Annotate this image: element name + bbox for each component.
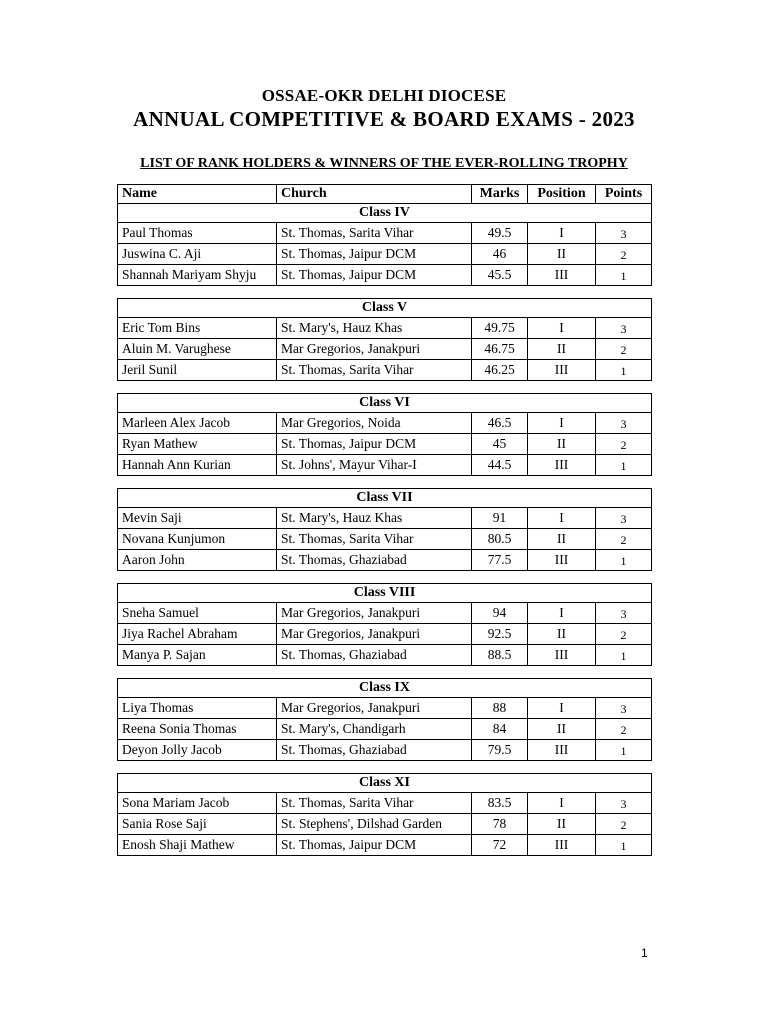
cell-marks: 94	[472, 603, 528, 624]
table-row	[118, 265, 652, 286]
cell-points: 3	[596, 413, 652, 434]
cell-church: St. Thomas, Ghaziabad	[277, 645, 472, 666]
cell-position: I	[528, 603, 596, 624]
cell-position: I	[528, 508, 596, 529]
cell-marks: 46.25	[472, 360, 528, 381]
cell-marks: 46.75	[472, 339, 528, 360]
cell-points: 3	[596, 698, 652, 719]
table-row	[118, 793, 652, 814]
cell-name: Aluin M. Varughese	[118, 339, 277, 360]
table-row	[118, 244, 652, 265]
cell-marks: 83.5	[472, 793, 528, 814]
cell-position: III	[528, 265, 596, 286]
class-heading-row	[118, 204, 652, 223]
cell-marks: 46.5	[472, 413, 528, 434]
cell-name: Eric Tom Bins	[118, 318, 277, 339]
cell-name: Ryan Mathew	[118, 434, 277, 455]
cell-marks: 46	[472, 244, 528, 265]
cell-name: Novana Kunjumon	[118, 529, 277, 550]
exam-title: ANNUAL COMPETITIVE & BOARD EXAMS - 2023	[133, 107, 635, 131]
cell-marks: 77.5	[472, 550, 528, 571]
table-row	[118, 434, 652, 455]
cell-position: I	[528, 793, 596, 814]
cell-points: 3	[596, 793, 652, 814]
cell-church: St. Thomas, Jaipur DCM	[277, 434, 472, 455]
cell-church: St. Thomas, Ghaziabad	[277, 740, 472, 761]
cell-points: 1	[596, 265, 652, 286]
cell-position: III	[528, 455, 596, 476]
table-row	[118, 550, 652, 571]
cell-points: 3	[596, 318, 652, 339]
cell-points: 2	[596, 814, 652, 835]
class-heading-row	[118, 299, 652, 318]
cell-church: Mar Gregorios, Janakpuri	[277, 339, 472, 360]
cell-church: St. Johns', Mayur Vihar-I	[277, 455, 472, 476]
cell-points: 2	[596, 339, 652, 360]
cell-name: Paul Thomas	[118, 223, 277, 244]
rank-table-class-vi	[117, 393, 652, 476]
table-row	[118, 698, 652, 719]
cell-position: III	[528, 740, 596, 761]
cell-name: Manya P. Sajan	[118, 645, 277, 666]
rank-table-class-ix	[117, 678, 652, 761]
table-row	[118, 645, 652, 666]
cell-points: 1	[596, 645, 652, 666]
cell-points: 3	[596, 223, 652, 244]
cell-position: II	[528, 339, 596, 360]
cell-position: II	[528, 814, 596, 835]
cell-church: Mar Gregorios, Janakpuri	[277, 603, 472, 624]
cell-marks: 91	[472, 508, 528, 529]
class-heading-row	[118, 489, 652, 508]
cell-name: Shannah Mariyam Shyju	[118, 265, 277, 286]
cell-points: 2	[596, 244, 652, 265]
cell-name: Sneha Samuel	[118, 603, 277, 624]
cell-position: II	[528, 719, 596, 740]
cell-name: Sania Rose Saji	[118, 814, 277, 835]
cell-position: II	[528, 244, 596, 265]
rank-table-class-v	[117, 298, 652, 381]
cell-marks: 72	[472, 835, 528, 856]
cell-church: St. Thomas, Sarita Vihar	[277, 529, 472, 550]
cell-marks: 45.5	[472, 265, 528, 286]
list-title: LIST OF RANK HOLDERS & WINNERS OF THE EVER-ROLLING TROPHY	[140, 156, 628, 171]
cell-name: Enosh Shaji Mathew	[118, 835, 277, 856]
cell-church: Mar Gregorios, Noida	[277, 413, 472, 434]
table-row	[118, 719, 652, 740]
table-row	[118, 603, 652, 624]
table-row	[118, 318, 652, 339]
rank-table-class-vii	[117, 488, 652, 571]
cell-points: 2	[596, 529, 652, 550]
col-header-church: Church	[277, 185, 472, 204]
cell-church: St. Stephens', Dilshad Garden	[277, 814, 472, 835]
cell-church: St. Thomas, Sarita Vihar	[277, 223, 472, 244]
cell-marks: 79.5	[472, 740, 528, 761]
cell-church: St. Thomas, Ghaziabad	[277, 550, 472, 571]
cell-points: 1	[596, 360, 652, 381]
col-header-marks: Marks	[472, 185, 528, 204]
cell-marks: 88	[472, 698, 528, 719]
cell-position: III	[528, 360, 596, 381]
cell-points: 1	[596, 740, 652, 761]
cell-name: Sona Mariam Jacob	[118, 793, 277, 814]
cell-church: St. Thomas, Jaipur DCM	[277, 265, 472, 286]
cell-position: I	[528, 413, 596, 434]
cell-name: Juswina C. Aji	[118, 244, 277, 265]
cell-marks: 84	[472, 719, 528, 740]
cell-position: II	[528, 624, 596, 645]
cell-points: 1	[596, 835, 652, 856]
cell-church: St. Mary's, Hauz Khas	[277, 318, 472, 339]
table-row	[118, 624, 652, 645]
cell-points: 1	[596, 550, 652, 571]
cell-points: 2	[596, 624, 652, 645]
cell-position: I	[528, 318, 596, 339]
table-row	[118, 413, 652, 434]
class-label: Class IV	[118, 204, 652, 223]
cell-position: I	[528, 698, 596, 719]
class-label: Class VIII	[118, 584, 652, 603]
table-row	[118, 223, 652, 244]
cell-points: 1	[596, 455, 652, 476]
cell-points: 3	[596, 508, 652, 529]
cell-church: St. Thomas, Jaipur DCM	[277, 244, 472, 265]
cell-name: Deyon Jolly Jacob	[118, 740, 277, 761]
cell-name: Liya Thomas	[118, 698, 277, 719]
col-header-points: Points	[596, 185, 652, 204]
cell-points: 2	[596, 434, 652, 455]
cell-name: Hannah Ann Kurian	[118, 455, 277, 476]
cell-church: St. Mary's, Chandigarh	[277, 719, 472, 740]
cell-position: II	[528, 434, 596, 455]
rank-table-class-iv	[117, 184, 652, 286]
class-label: Class IX	[118, 679, 652, 698]
cell-position: III	[528, 645, 596, 666]
page-number: 1	[641, 946, 648, 960]
cell-name: Mevin Saji	[118, 508, 277, 529]
cell-name: Jeril Sunil	[118, 360, 277, 381]
class-heading-row	[118, 584, 652, 603]
cell-name: Marleen Alex Jacob	[118, 413, 277, 434]
cell-church: Mar Gregorios, Janakpuri	[277, 624, 472, 645]
cell-church: Mar Gregorios, Janakpuri	[277, 698, 472, 719]
cell-name: Reena Sonia Thomas	[118, 719, 277, 740]
cell-church: St. Thomas, Sarita Vihar	[277, 793, 472, 814]
cell-position: II	[528, 529, 596, 550]
class-heading-row	[118, 394, 652, 413]
cell-marks: 78	[472, 814, 528, 835]
diocese-title: OSSAE-OKR DELHI DIOCESE	[261, 86, 507, 105]
cell-position: III	[528, 550, 596, 571]
table-header-row	[118, 185, 652, 204]
cell-marks: 49.75	[472, 318, 528, 339]
table-row	[118, 360, 652, 381]
cell-points: 2	[596, 719, 652, 740]
cell-marks: 88.5	[472, 645, 528, 666]
cell-name: Aaron John	[118, 550, 277, 571]
cell-church: St. Thomas, Jaipur DCM	[277, 835, 472, 856]
cell-name: Jiya Rachel Abraham	[118, 624, 277, 645]
rank-table-class-xi	[117, 773, 652, 856]
cell-marks: 44.5	[472, 455, 528, 476]
rank-table-class-viii	[117, 583, 652, 666]
class-label: Class VII	[118, 489, 652, 508]
cell-church: St. Mary's, Hauz Khas	[277, 508, 472, 529]
table-row	[118, 508, 652, 529]
cell-marks: 80.5	[472, 529, 528, 550]
class-label: Class V	[118, 299, 652, 318]
table-row	[118, 339, 652, 360]
class-label: Class XI	[118, 774, 652, 793]
col-header-position: Position	[528, 185, 596, 204]
cell-points: 3	[596, 603, 652, 624]
cell-position: III	[528, 835, 596, 856]
table-row	[118, 835, 652, 856]
table-row	[118, 529, 652, 550]
table-row	[118, 740, 652, 761]
col-header-name: Name	[118, 185, 277, 204]
table-row	[118, 814, 652, 835]
cell-marks: 92.5	[472, 624, 528, 645]
class-heading-row	[118, 774, 652, 793]
class-heading-row	[118, 679, 652, 698]
class-label: Class VI	[118, 394, 652, 413]
cell-marks: 45	[472, 434, 528, 455]
cell-marks: 49.5	[472, 223, 528, 244]
table-row	[118, 455, 652, 476]
cell-position: I	[528, 223, 596, 244]
cell-church: St. Thomas, Sarita Vihar	[277, 360, 472, 381]
